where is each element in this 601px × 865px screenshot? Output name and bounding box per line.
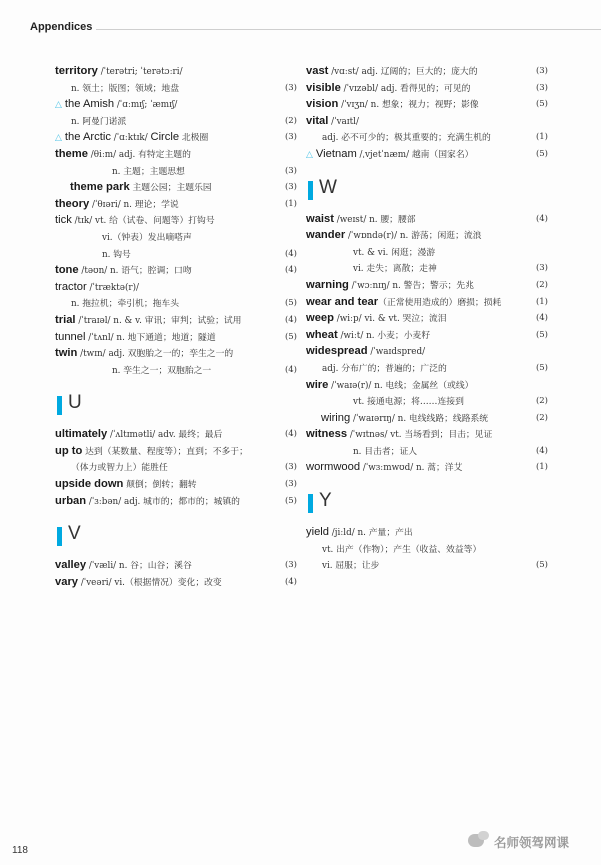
entry-sense-line bbox=[306, 557, 548, 574]
entry-line bbox=[55, 96, 297, 113]
entry-sense-line bbox=[55, 229, 297, 246]
entry-sense-line bbox=[55, 80, 297, 97]
definition: n. 孪生之一；双胞胎之一 bbox=[112, 365, 212, 376]
definition: /ˈwaɪərɪŋ/ n. 电线线路；线路系统 bbox=[350, 413, 489, 424]
entry-line bbox=[55, 262, 297, 279]
definition: /ˈvæli/ n. 谷；山谷；溪谷 bbox=[86, 561, 192, 572]
unit-number: (5) bbox=[535, 99, 548, 110]
definition: /ˈwaɪdspred/ bbox=[367, 347, 426, 358]
section-marker bbox=[308, 494, 313, 513]
headword: witness bbox=[306, 428, 348, 441]
headword: yield bbox=[306, 526, 330, 539]
definition: /ˈtʌnl/ n. 地下通道；地道；隧道 bbox=[85, 332, 216, 343]
headword: theme bbox=[55, 147, 88, 160]
unit-number: (4) bbox=[284, 429, 297, 440]
unit-number: (1) bbox=[535, 296, 548, 307]
definition: vt. 接通电源；将……连接到 bbox=[353, 397, 464, 408]
unit-number: (5) bbox=[284, 495, 297, 506]
section-letter: V bbox=[68, 523, 81, 545]
definition: 北极圈 bbox=[179, 133, 209, 144]
unit-number: (5) bbox=[284, 331, 297, 342]
unit-number: (4) bbox=[284, 248, 297, 259]
headword: wear and tear bbox=[306, 295, 379, 308]
entry-line bbox=[55, 129, 297, 146]
entry-line bbox=[55, 345, 297, 362]
definition: /twɪn/ adj. 双胞胎之一的；孪生之一的 bbox=[77, 349, 234, 360]
definition: （体力或智力上）能胜任 bbox=[71, 463, 168, 474]
headword: tunnel bbox=[55, 330, 86, 343]
definition: /weɪst/ n. 腰；腰部 bbox=[333, 214, 416, 225]
section-heading bbox=[55, 521, 297, 551]
unit-number: (3) bbox=[284, 165, 297, 176]
definition: n. 领土；版图；领域；地盘 bbox=[71, 83, 180, 94]
definition: /ˈɑːktɪk/ bbox=[110, 133, 151, 144]
definition: vi. 走失；离散；走神 bbox=[353, 264, 437, 275]
definition: /ˈveəri/ vi.（根据情况）变化；改变 bbox=[78, 577, 222, 588]
entry-sense-line bbox=[55, 246, 297, 263]
entry-line bbox=[306, 459, 548, 476]
headword: weep bbox=[306, 312, 334, 325]
section-letter: U bbox=[68, 392, 82, 414]
entry-sense-line bbox=[306, 244, 548, 261]
unit-number: (3) bbox=[535, 66, 548, 76]
section-heading bbox=[306, 175, 548, 205]
definition: n. 拖拉机；牵引机；拖车头 bbox=[71, 299, 180, 310]
entry-line bbox=[306, 377, 548, 394]
header-bar bbox=[0, 18, 601, 40]
unit-number: (2) bbox=[284, 115, 297, 126]
unit-number: (2) bbox=[535, 412, 548, 423]
entry-line bbox=[55, 557, 297, 574]
entry-line bbox=[306, 227, 548, 244]
entry-line bbox=[55, 146, 297, 163]
entry-line bbox=[55, 574, 297, 591]
definition: /ˈtraɪəl/ n. & v. 审讯；审判；试验；试用 bbox=[75, 315, 242, 326]
headword: visible bbox=[306, 81, 341, 94]
watermark-text: 名师领驾网课 bbox=[494, 835, 570, 850]
entry-sense-line bbox=[55, 163, 297, 180]
headword: tractor bbox=[55, 280, 87, 293]
definition: 颠倒；倒转；翻转 bbox=[123, 480, 197, 491]
unit-number: (4) bbox=[284, 576, 297, 587]
unit-number: (5) bbox=[535, 148, 548, 159]
section-letter: Y bbox=[319, 490, 332, 512]
unit-number: (3) bbox=[535, 263, 548, 274]
entry-line bbox=[306, 277, 548, 294]
entry-line bbox=[55, 443, 297, 460]
headword: tick bbox=[55, 214, 72, 227]
definition: /ˈɜːbən/ adj. 城市的；都市的；城镇的 bbox=[86, 496, 240, 507]
headword: vision bbox=[306, 98, 339, 111]
definition: /ˌvjetˈnæm/ 越南（国家名） bbox=[356, 149, 474, 160]
unit-number: (2) bbox=[535, 396, 548, 407]
headword: Circle bbox=[150, 131, 180, 144]
section-title: Appendices bbox=[30, 21, 93, 33]
headword: wire bbox=[306, 378, 329, 391]
entry-sense-line bbox=[306, 443, 548, 460]
entry-line bbox=[306, 96, 548, 113]
definition: /ˈɑːmɪʃ; ˈæmɪʃ/ bbox=[114, 100, 178, 111]
entry-line bbox=[55, 279, 297, 296]
definition: vi.（钟表）发出嘀嗒声 bbox=[102, 232, 192, 243]
unit-number: (5) bbox=[535, 362, 548, 373]
definition: /wiːp/ vi. & vt. 哭泣；流泪 bbox=[333, 314, 447, 325]
definition: /ˈvɪʒn/ n. 想象；视力；视野；影像 bbox=[338, 100, 479, 111]
headword: the Arctic bbox=[64, 131, 111, 144]
entry-line bbox=[55, 212, 297, 229]
headword: urban bbox=[55, 494, 87, 507]
unit-number: (3) bbox=[284, 479, 297, 490]
entry-line bbox=[55, 426, 297, 443]
entry-sense-line bbox=[306, 260, 548, 277]
headword: wiring bbox=[321, 411, 351, 424]
new-word-triangle-icon: △ bbox=[55, 133, 62, 144]
unit-number: (4) bbox=[284, 314, 297, 325]
headword: trial bbox=[55, 313, 76, 326]
entry-line bbox=[55, 196, 297, 213]
entry-line bbox=[306, 294, 548, 311]
headword: territory bbox=[55, 65, 98, 77]
headword: wheat bbox=[306, 328, 338, 341]
headword: tone bbox=[55, 264, 79, 277]
definition: vt. & vi. 闲逛；漫游 bbox=[353, 247, 436, 258]
entry-line bbox=[306, 80, 548, 97]
section-heading bbox=[55, 390, 297, 420]
header-rule bbox=[96, 29, 601, 30]
headword: twin bbox=[55, 347, 78, 360]
headword: widespread bbox=[306, 345, 368, 358]
definition: /vɑːst/ adj. 辽阔的；巨大的；庞大的 bbox=[328, 67, 478, 77]
definition: /ˈwɒndə(r)/ n. 游荡；闲逛；流浪 bbox=[345, 231, 482, 242]
entry-sense-line bbox=[55, 113, 297, 130]
entry-line bbox=[306, 410, 548, 427]
unit-number: (1) bbox=[284, 198, 297, 209]
headword: wander bbox=[306, 229, 346, 242]
headword: valley bbox=[55, 559, 87, 572]
entry-line bbox=[306, 113, 548, 130]
definition: /ˈwɪtnəs/ vt. 当场看到；目击；见证 bbox=[347, 430, 493, 441]
entry-line bbox=[55, 493, 297, 510]
section-marker bbox=[57, 396, 62, 415]
definition: /ˈvaɪtl/ bbox=[328, 116, 359, 127]
watermark bbox=[468, 830, 593, 854]
unit-number: (3) bbox=[284, 462, 297, 473]
headword: ultimately bbox=[55, 428, 108, 441]
definition: 主题公园；主题乐园 bbox=[129, 183, 212, 194]
entry-sense-line bbox=[306, 129, 548, 146]
definition: /jiːld/ n. 产量；产出 bbox=[329, 528, 413, 539]
definition: /təʊn/ n. 语气；腔调；口吻 bbox=[78, 266, 192, 277]
section-marker bbox=[308, 181, 313, 200]
entry-line bbox=[306, 310, 548, 327]
definition: n. 阿曼门诺派 bbox=[71, 116, 127, 127]
headword: theory bbox=[55, 197, 90, 210]
definition: /ˈvɪzəbl/ adj. 看得见的；可见的 bbox=[340, 83, 471, 94]
definition: n. 目击者；证人 bbox=[353, 446, 418, 457]
headword: vital bbox=[306, 114, 329, 127]
entry-sense-line bbox=[55, 362, 297, 379]
entry-sense-line bbox=[55, 459, 297, 476]
definition: （正常使用造成的）磨损；损耗 bbox=[378, 297, 502, 308]
unit-number: (1) bbox=[535, 132, 548, 143]
entry-line bbox=[306, 63, 548, 80]
unit-number: (4) bbox=[284, 364, 297, 375]
entry-sense-line bbox=[55, 295, 297, 312]
headword: upside down bbox=[55, 478, 124, 491]
left-column bbox=[55, 63, 297, 590]
entry-line bbox=[306, 524, 548, 541]
definition: /tɪk/ vt. 给（试卷、问题等）打钩号 bbox=[71, 216, 215, 227]
unit-number: (4) bbox=[535, 313, 548, 324]
definition: vi. 屈服；让步 bbox=[322, 561, 380, 572]
unit-number: (3) bbox=[284, 182, 297, 193]
entry-line bbox=[306, 146, 548, 163]
entry-line bbox=[306, 327, 548, 344]
definition: n. 主题；主题思想 bbox=[112, 166, 185, 177]
unit-number: (5) bbox=[535, 560, 548, 571]
section-heading bbox=[306, 488, 548, 518]
headword: the Amish bbox=[64, 98, 115, 111]
headword: vast bbox=[306, 65, 329, 77]
headword: warning bbox=[306, 278, 349, 291]
unit-number: (4) bbox=[535, 445, 548, 456]
definition: adj. 分布广的；普遍的；广泛的 bbox=[322, 363, 447, 374]
unit-number: (1) bbox=[535, 462, 548, 473]
definition: /ˈterətri; ˈterətɔːri/ bbox=[97, 67, 183, 77]
definition: /ˈθɪəri/ n. 理论；学说 bbox=[89, 199, 179, 210]
entry-sense-line bbox=[306, 393, 548, 410]
unit-number: (2) bbox=[535, 279, 548, 290]
new-word-triangle-icon: △ bbox=[55, 100, 62, 111]
entry-sense-line bbox=[306, 541, 548, 558]
headword: up to bbox=[55, 444, 83, 457]
headword: waist bbox=[306, 212, 334, 225]
entry-line bbox=[306, 343, 548, 360]
definition: /wiːt/ n. 小麦；小麦籽 bbox=[337, 330, 431, 341]
section-letter: W bbox=[319, 176, 337, 198]
unit-number: (3) bbox=[535, 82, 548, 93]
definition: /θiːm/ adj. 有特定主题的 bbox=[87, 149, 191, 160]
headword: wormwood bbox=[306, 461, 361, 474]
entry-line bbox=[306, 211, 548, 228]
unit-number: (3) bbox=[284, 132, 297, 143]
entry-line bbox=[306, 426, 548, 443]
unit-number: (3) bbox=[284, 560, 297, 571]
entry-line bbox=[55, 312, 297, 329]
entry-sense-line bbox=[306, 360, 548, 377]
unit-number: (5) bbox=[535, 329, 548, 340]
entry-line bbox=[55, 63, 297, 80]
entry-line bbox=[55, 329, 297, 346]
definition: vt. 出产（作物）；产生（收益、效益等） bbox=[322, 544, 482, 555]
definition: /ˈwɔːnɪŋ/ n. 警告；警示；先兆 bbox=[348, 280, 475, 291]
page-number: 118 bbox=[12, 845, 28, 856]
definition: /ˈwɜːmwʊd/ n. 蒿；洋艾 bbox=[360, 463, 463, 474]
entry-line bbox=[55, 476, 297, 493]
unit-number: (4) bbox=[535, 213, 548, 224]
unit-number: (4) bbox=[284, 265, 297, 276]
headword: Vietnam bbox=[315, 147, 357, 160]
definition: adj. 必不可少的；极其重要的；充满生机的 bbox=[322, 133, 491, 144]
definition: /ˈtræktə(r)/ bbox=[86, 282, 140, 293]
new-word-triangle-icon: △ bbox=[306, 149, 313, 160]
definition: /ˈʌltɪmətli/ adv. 最终；最后 bbox=[107, 430, 223, 441]
entry-line bbox=[55, 179, 297, 196]
definition: /ˈwaɪə(r)/ n. 电线；金属丝（或线） bbox=[328, 380, 474, 391]
headword: vary bbox=[55, 575, 79, 588]
unit-number: (3) bbox=[284, 82, 297, 93]
right-column bbox=[306, 63, 548, 574]
definition: n. 钩号 bbox=[102, 249, 131, 260]
section-marker bbox=[57, 527, 62, 546]
headword: theme park bbox=[70, 181, 130, 194]
unit-number: (5) bbox=[284, 298, 297, 309]
wechat-icon bbox=[468, 834, 484, 847]
definition: 达到（某数量、程度等）；直到；不多于； bbox=[82, 446, 248, 457]
